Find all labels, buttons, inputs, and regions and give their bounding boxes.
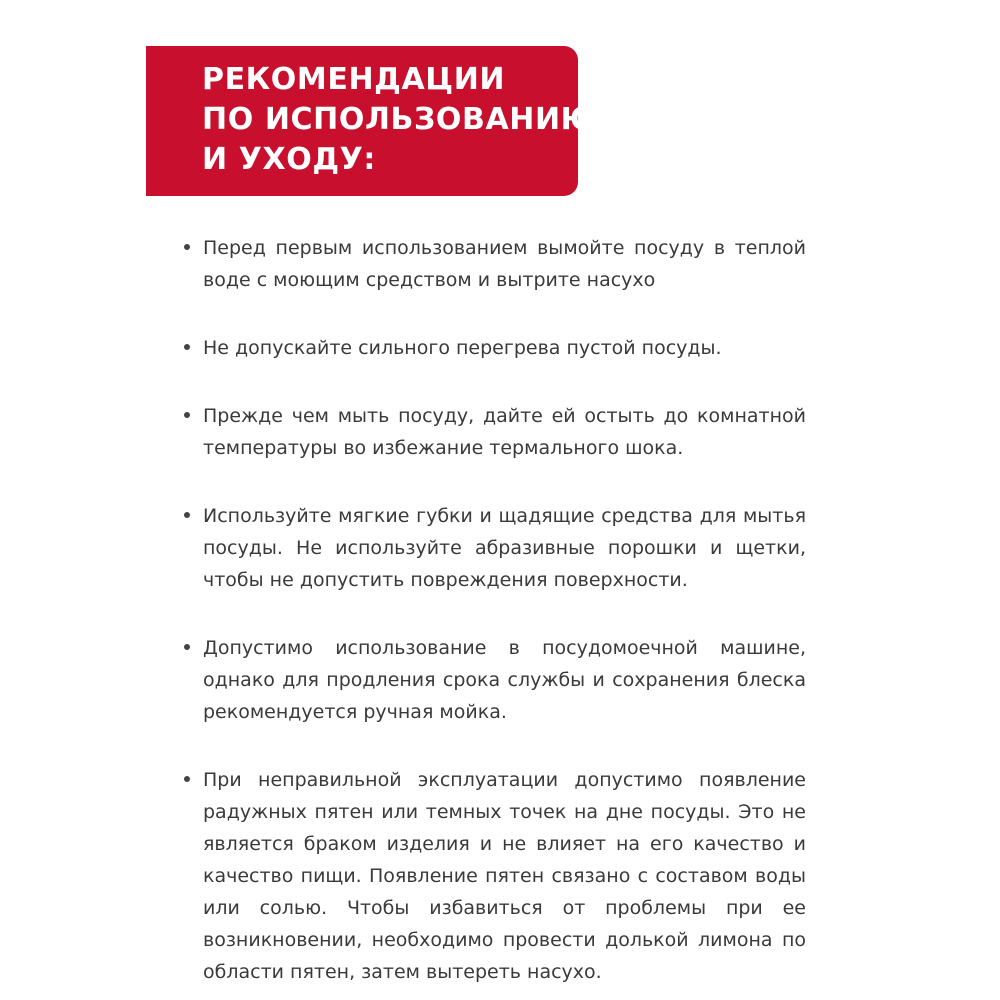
list-item-text: Перед первым использованием вымойте посуду в теплой воде с моющим средством и вытрите насухо [203, 237, 806, 291]
list-item-text: Используйте мягкие губки и щадящие средства для мытья посуды. Не используйте абразивные порошки и щетки, чтобы не допустить повреждения поверхности. [203, 505, 806, 591]
header-title [202, 60, 597, 180]
bullet-icon [184, 512, 190, 518]
header-title-line: РЕКОМЕНДАЦИИ [202, 62, 506, 97]
header-banner [146, 46, 597, 196]
list-item-text: Допустимо использование в посудомоечной машине, однако для продления срока службы и сохранения блеска рекомендуется ручная мойка. [203, 637, 806, 723]
recommendations-list [180, 232, 806, 988]
list-item [180, 500, 806, 596]
list-item [180, 232, 806, 296]
bullet-icon [184, 244, 190, 250]
bullet-icon [184, 344, 190, 350]
list-item [180, 400, 806, 464]
list-item [180, 332, 806, 364]
bullet-icon [184, 776, 190, 782]
list-item-text: Прежде чем мыть посуду, дайте ей остыть до комнатной температуры во избежание термального шока. [203, 405, 806, 459]
bullet-icon [184, 644, 190, 650]
list-item-text: При неправильной эксплуатации допустимо появление радужных пятен или темных точек на дне посуды. Это не является браком изделия и не влияет на его качество и качество пищи. Появление пятен связано с составом воды или солью. Чтобы избавиться от проблемы при ее возникновении, необходимо провести долькой лимона по области пятен, затем вытереть насухо. [203, 769, 806, 983]
list-item-text: Не допускайте сильного перегрева пустой посуды. [203, 337, 722, 359]
header-title-line: ПО ИСПОЛЬЗОВАНИЮ [202, 102, 597, 137]
header-title-line: И УХОДУ: [202, 142, 376, 177]
list-item [180, 764, 806, 988]
bullet-icon [184, 412, 190, 418]
list-item [180, 632, 806, 728]
